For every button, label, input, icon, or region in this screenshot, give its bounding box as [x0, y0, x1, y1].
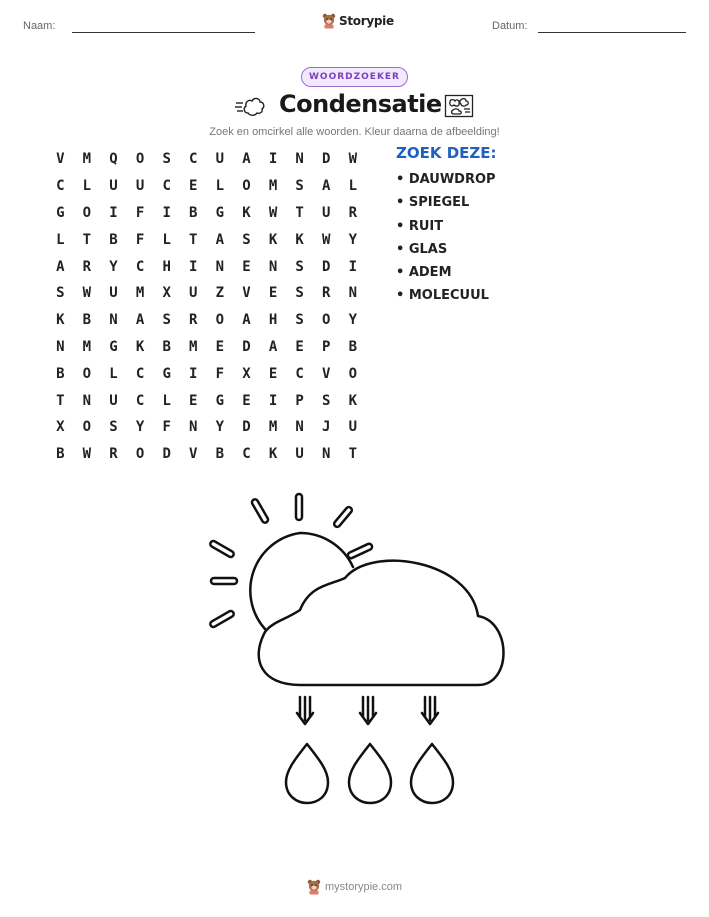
- grid-letter[interactable]: D: [322, 151, 331, 168]
- grid-letter[interactable]: Z: [215, 285, 225, 302]
- brand-logo: [322, 13, 394, 29]
- grid-letter[interactable]: P: [322, 338, 331, 355]
- grid-letter[interactable]: O: [135, 151, 145, 168]
- grid-letter[interactable]: I: [189, 365, 198, 382]
- grid-letter[interactable]: B: [82, 312, 92, 329]
- grid-letter[interactable]: K: [135, 338, 145, 355]
- grid-letter[interactable]: J: [322, 419, 331, 436]
- grid-letter[interactable]: N: [189, 419, 198, 436]
- grid-letter[interactable]: F: [215, 365, 225, 382]
- bear-mascot-icon: [307, 879, 321, 895]
- footer: [307, 879, 402, 895]
- grid-letter[interactable]: V: [56, 151, 65, 168]
- word-list: [396, 172, 496, 312]
- grid-letter[interactable]: L: [215, 178, 225, 195]
- grid-letter[interactable]: T: [348, 446, 358, 463]
- grid-letter[interactable]: L: [109, 365, 118, 382]
- word-list-heading: ZOEK DEZE:: [396, 144, 497, 162]
- grid-letter[interactable]: E: [242, 392, 251, 409]
- grid-letter[interactable]: C: [295, 365, 304, 382]
- grid-letter[interactable]: X: [56, 419, 65, 436]
- grid-letter[interactable]: I: [268, 151, 278, 168]
- grid-letter[interactable]: I: [268, 392, 278, 409]
- grid-letter[interactable]: N: [348, 285, 358, 302]
- grid-letter[interactable]: K: [268, 446, 278, 463]
- grid-letter[interactable]: T: [189, 231, 198, 248]
- grid-letter[interactable]: G: [215, 204, 225, 221]
- grid-letter[interactable]: Q: [109, 151, 118, 168]
- date-label: Datum:: [492, 20, 528, 32]
- grid-letter[interactable]: P: [295, 392, 304, 409]
- grid-letter[interactable]: T: [82, 231, 92, 248]
- grid-letter[interactable]: M: [268, 178, 278, 195]
- grid-letter[interactable]: O: [348, 365, 358, 382]
- grid-letter[interactable]: S: [295, 285, 304, 302]
- grid-letter[interactable]: B: [189, 204, 198, 221]
- word-list-item: • DAUWDROP: [396, 172, 496, 187]
- grid-letter[interactable]: V: [322, 365, 331, 382]
- condensation-window-icon: [444, 94, 474, 118]
- grid-letter[interactable]: U: [322, 204, 331, 221]
- grid-letter[interactable]: I: [189, 258, 198, 275]
- grid-letter[interactable]: I: [109, 204, 118, 221]
- grid-letter[interactable]: A: [268, 338, 278, 355]
- grid-letter[interactable]: M: [82, 151, 92, 168]
- grid-letter[interactable]: U: [135, 178, 145, 195]
- grid-letter[interactable]: K: [56, 312, 65, 329]
- grid-letter[interactable]: G: [215, 392, 225, 409]
- date-field-line[interactable]: [538, 32, 686, 33]
- grid-letter[interactable]: A: [56, 258, 65, 275]
- grid-letter[interactable]: B: [348, 338, 358, 355]
- grid-letter[interactable]: A: [215, 231, 225, 248]
- grid-letter[interactable]: S: [56, 285, 65, 302]
- grid-letter[interactable]: U: [109, 178, 118, 195]
- grid-letter[interactable]: N: [109, 312, 118, 329]
- grid-letter[interactable]: N: [268, 258, 278, 275]
- grid-letter[interactable]: F: [162, 419, 171, 436]
- grid-letter[interactable]: G: [56, 204, 65, 221]
- grid-letter[interactable]: C: [135, 258, 145, 275]
- grid-letter[interactable]: T: [56, 392, 65, 409]
- grid-letter[interactable]: T: [295, 204, 304, 221]
- grid-letter[interactable]: U: [348, 419, 358, 436]
- grid-letter[interactable]: S: [322, 392, 331, 409]
- grid-letter[interactable]: E: [215, 338, 225, 355]
- grid-letter[interactable]: R: [189, 312, 198, 329]
- grid-letter[interactable]: M: [135, 285, 145, 302]
- grid-letter[interactable]: U: [215, 151, 225, 168]
- grid-letter[interactable]: I: [348, 258, 358, 275]
- letter-grid: [47, 146, 366, 468]
- grid-letter[interactable]: D: [242, 338, 251, 355]
- grid-letter[interactable]: K: [268, 231, 278, 248]
- grid-letter[interactable]: W: [82, 285, 92, 302]
- grid-letter[interactable]: E: [268, 285, 278, 302]
- instructions: Zoek en omcirkel alle woorden. Kleur daarna de afbeelding!: [209, 126, 500, 138]
- grid-letter[interactable]: N: [295, 419, 304, 436]
- raindrops: [286, 744, 453, 803]
- grid-letter[interactable]: W: [322, 231, 331, 248]
- grid-letter[interactable]: F: [135, 231, 145, 248]
- grid-letter[interactable]: Y: [215, 419, 225, 436]
- grid-letter[interactable]: H: [162, 258, 171, 275]
- grid-letter[interactable]: A: [322, 178, 331, 195]
- grid-letter[interactable]: O: [242, 178, 251, 195]
- grid-letter[interactable]: C: [242, 446, 251, 463]
- brand-name: Storypie: [339, 14, 394, 28]
- grid-letter[interactable]: Y: [348, 231, 358, 248]
- grid-letter[interactable]: U: [295, 446, 304, 463]
- grid-letter[interactable]: R: [109, 446, 118, 463]
- grid-letter[interactable]: U: [109, 392, 118, 409]
- grid-letter[interactable]: O: [82, 365, 92, 382]
- grid-letter[interactable]: C: [135, 392, 145, 409]
- grid-letter[interactable]: B: [162, 338, 171, 355]
- grid-letter[interactable]: L: [348, 178, 358, 195]
- grid-letter[interactable]: W: [348, 151, 358, 168]
- name-label: Naam:: [23, 20, 56, 32]
- grid-letter[interactable]: L: [82, 178, 92, 195]
- grid-letter[interactable]: B: [56, 446, 65, 463]
- grid-letter[interactable]: K: [295, 231, 304, 248]
- grid-letter[interactable]: Y: [109, 258, 118, 275]
- grid-letter[interactable]: N: [215, 258, 225, 275]
- grid-letter[interactable]: O: [322, 312, 331, 329]
- grid-letter[interactable]: O: [135, 446, 145, 463]
- grid-letter[interactable]: W: [82, 446, 92, 463]
- grid-letter[interactable]: E: [295, 338, 304, 355]
- grid-letter[interactable]: X: [162, 285, 171, 302]
- grid-letter[interactable]: K: [348, 392, 358, 409]
- grid-letter[interactable]: R: [348, 204, 358, 221]
- grid-letter[interactable]: S: [162, 151, 171, 168]
- word-list-item: • ADEM: [396, 265, 452, 281]
- name-field-line[interactable]: [72, 32, 255, 33]
- word-list-item: • SPIEGEL: [396, 195, 470, 211]
- sun-cloud-raindrops-illustration[interactable]: [200, 490, 510, 810]
- grid-letter[interactable]: S: [242, 231, 251, 248]
- grid-letter[interactable]: N: [56, 338, 65, 355]
- grid-letter[interactable]: O: [82, 419, 92, 436]
- category-badge: WOORDZOEKER: [301, 67, 408, 87]
- grid-letter[interactable]: S: [295, 258, 304, 275]
- grid-letter[interactable]: X: [242, 365, 251, 382]
- grid-letter[interactable]: A: [135, 312, 145, 329]
- grid-letter[interactable]: K: [242, 204, 251, 221]
- grid-letter[interactable]: V: [242, 285, 251, 302]
- word-list-item: • RUIT: [396, 218, 444, 234]
- grid-letter[interactable]: M: [268, 419, 278, 436]
- grid-letter[interactable]: A: [242, 151, 251, 168]
- grid-letter[interactable]: S: [295, 312, 304, 329]
- grid-letter[interactable]: C: [135, 365, 145, 382]
- grid-letter[interactable]: R: [82, 258, 92, 275]
- grid-letter[interactable]: C: [56, 178, 65, 195]
- grid-letter[interactable]: N: [322, 446, 331, 463]
- grid-letter[interactable]: C: [162, 178, 171, 195]
- grid-letter[interactable]: M: [189, 338, 198, 355]
- steam-puff-icon: [234, 94, 266, 118]
- grid-letter[interactable]: L: [162, 392, 171, 409]
- grid-letter[interactable]: B: [56, 365, 65, 382]
- grid-letter[interactable]: W: [268, 204, 278, 221]
- grid-letter[interactable]: G: [109, 338, 118, 355]
- grid-letter[interactable]: A: [242, 312, 251, 329]
- footer-url[interactable]: mystorypie.com: [325, 881, 403, 893]
- grid-letter[interactable]: D: [322, 258, 331, 275]
- page-title: Condensatie: [279, 90, 442, 118]
- grid-letter[interactable]: N: [82, 392, 92, 409]
- grid-letter[interactable]: S: [162, 312, 171, 329]
- cloud-body: [259, 561, 504, 685]
- grid-letter[interactable]: O: [215, 312, 225, 329]
- grid-letter[interactable]: I: [162, 204, 171, 221]
- grid-letter[interactable]: S: [109, 419, 118, 436]
- grid-letter[interactable]: E: [268, 365, 278, 382]
- grid-letter[interactable]: U: [109, 285, 118, 302]
- grid-letter[interactable]: U: [189, 285, 198, 302]
- grid-letter[interactable]: E: [189, 178, 198, 195]
- grid-letter[interactable]: S: [295, 178, 304, 195]
- grid-letter[interactable]: B: [109, 231, 118, 248]
- word-list-item: • MOLECUUL: [396, 288, 489, 304]
- grid-letter[interactable]: G: [162, 365, 171, 382]
- grid-letter[interactable]: L: [162, 231, 171, 248]
- arrows: [297, 697, 438, 724]
- grid-letter[interactable]: V: [189, 446, 198, 463]
- grid-letter[interactable]: R: [322, 285, 331, 302]
- word-list-item: • GLAS: [396, 241, 448, 257]
- grid-letter[interactable]: D: [162, 446, 171, 463]
- grid-letter[interactable]: O: [82, 204, 92, 221]
- grid-letter[interactable]: M: [82, 338, 92, 355]
- grid-letter[interactable]: E: [242, 258, 251, 275]
- grid-letter[interactable]: F: [135, 204, 145, 221]
- grid-letter[interactable]: H: [268, 312, 278, 329]
- grid-letter[interactable]: L: [56, 231, 65, 248]
- grid-letter[interactable]: Y: [135, 419, 145, 436]
- grid-letter[interactable]: B: [215, 446, 225, 463]
- grid-letter[interactable]: N: [295, 151, 304, 168]
- bear-mascot-icon: [322, 13, 336, 29]
- grid-letter[interactable]: C: [189, 151, 198, 168]
- grid-letter[interactable]: E: [189, 392, 198, 409]
- grid-letter[interactable]: D: [242, 419, 251, 436]
- grid-letter[interactable]: Y: [348, 312, 358, 329]
